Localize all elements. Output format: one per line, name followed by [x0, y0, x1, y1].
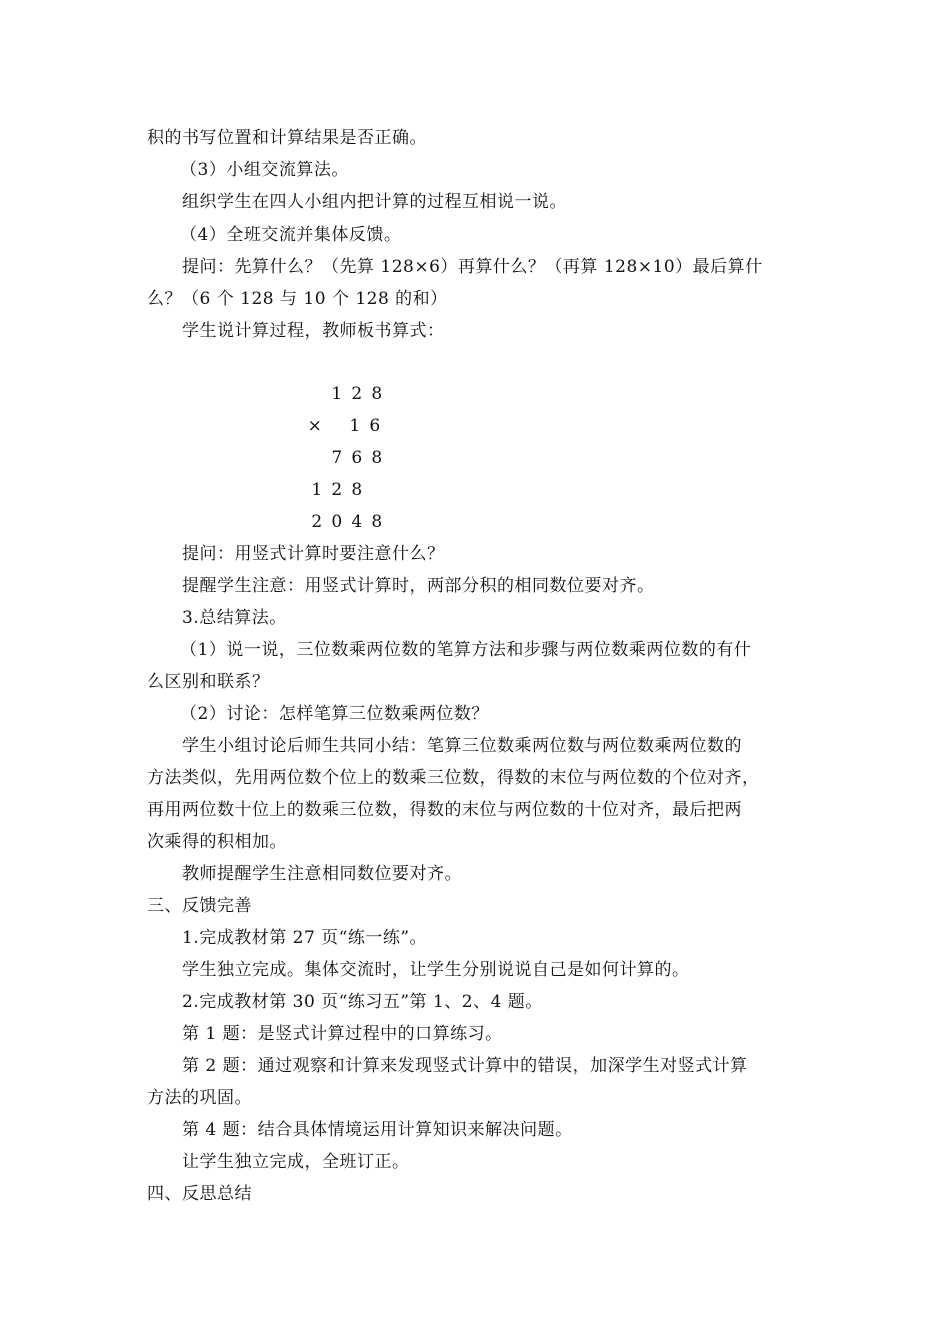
text-line: 积的书写位置和计算结果是否正确。: [147, 128, 427, 148]
text-line: 1.完成教材第 27 页“练一练”。: [182, 928, 428, 948]
text-line: 提问：先算什么？（先算 128×6）再算什么？（再算 128×10）最后算什: [182, 257, 763, 277]
text-line: 再用两位数十位上的数乘三位数，得数的末位与两位数的十位对齐，最后把两: [147, 800, 742, 820]
calc-digit: 7: [331, 448, 343, 468]
text-line: 学生小组讨论后师生共同小结：笔算三位数乘两位数与两位数乘两位数的: [182, 736, 742, 756]
text-line: 方法类似，先用两位数个位上的数乘三位数，得数的末位与两位数的个位对齐，: [147, 768, 760, 788]
text-line: 次乘得的积相加。: [147, 832, 287, 852]
text-line: 3.总结算法。: [182, 608, 287, 628]
text-line: 提问：用竖式计算时要注意什么？: [182, 544, 445, 564]
text-line: （1）说一说，三位数乘两位数的笔算方法和步骤与两位数乘两位数的有什: [180, 640, 752, 660]
text-line: 么？（6 个 128 与 10 个 128 的和）: [147, 289, 448, 309]
calc-row-partial-1: [327, 446, 387, 470]
text-line: 组织学生在四人小组内把计算的过程互相说一说。: [182, 192, 567, 212]
calc-digit: 6: [369, 416, 381, 436]
multiply-sign: ×: [307, 416, 323, 436]
calc-digit: 2: [311, 512, 323, 532]
calc-digit: 1: [331, 384, 343, 404]
text-line: 第 4 题：结合具体情境运用计算知识来解决问题。: [182, 1120, 573, 1140]
calc-digit: 1: [349, 416, 361, 436]
calc-row-result: [307, 510, 387, 534]
text-line: 方法的巩固。: [147, 1088, 252, 1108]
text-line: 第 2 题：通过观察和计算来发现竖式计算中的错误，加深学生对竖式计算: [182, 1056, 748, 1076]
calc-row-multiplier: [305, 414, 385, 438]
text-line: 学生独立完成。集体交流时，让学生分别说说自己是如何计算的。: [182, 960, 690, 980]
text-line: 么区别和联系？: [147, 672, 270, 692]
calc-digit: 4: [351, 512, 363, 532]
text-line: （4）全班交流并集体反馈。: [180, 225, 402, 245]
text-line: （2）讨论：怎样笔算三位数乘两位数？: [180, 704, 489, 724]
text-line: （3）小组交流算法。: [180, 160, 349, 180]
calc-digit: 1: [311, 480, 323, 500]
calc-digit: 0: [331, 512, 343, 532]
section-heading: 四、反思总结: [147, 1184, 252, 1204]
text-line: 第 1 题：是竖式计算过程中的口算练习。: [182, 1024, 503, 1044]
calc-digit: 8: [371, 448, 383, 468]
text-line: 教师提醒学生注意相同数位要对齐。: [182, 864, 462, 884]
calc-digit: 8: [351, 480, 363, 500]
calc-digit: 8: [371, 512, 383, 532]
text-line: 提醒学生注意：用竖式计算时，两部分积的相同数位要对齐。: [182, 576, 655, 596]
calc-digit: 6: [351, 448, 363, 468]
text-line: 让学生独立完成，全班订正。: [182, 1152, 410, 1172]
calc-row-multiplicand: [327, 382, 387, 406]
calc-digit: 2: [331, 480, 343, 500]
text-line: 学生说计算过程，教师板书算式：: [182, 321, 445, 341]
calc-row-partial-2: [307, 478, 367, 502]
section-heading: 三、反馈完善: [147, 896, 252, 916]
calc-digit: 2: [351, 384, 363, 404]
text-line: 2.完成教材第 30 页“练习五”第 1、2、4 题。: [182, 992, 543, 1012]
calc-digit: 8: [371, 384, 383, 404]
